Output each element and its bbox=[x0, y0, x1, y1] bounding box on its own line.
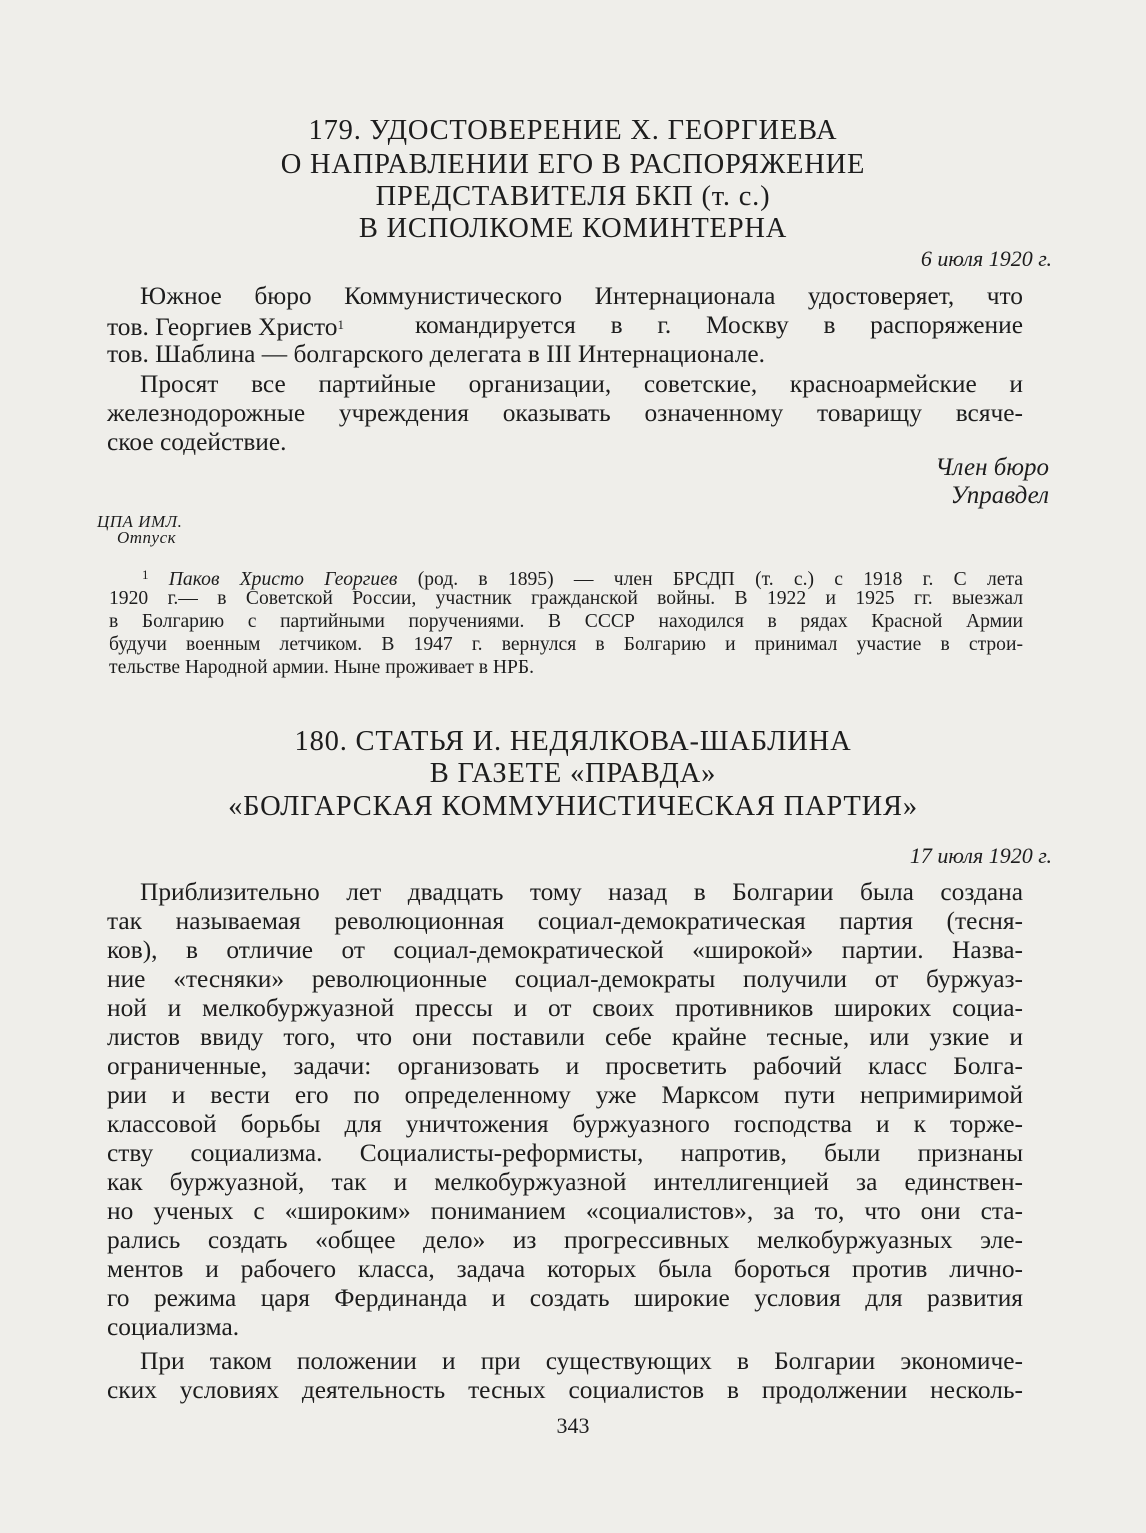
footnote-mark: 1 bbox=[142, 567, 149, 582]
doc180-body-line: так называемая революционная социал-демократическая партия (тесня- bbox=[107, 907, 1023, 935]
footnote-person-name: Паков Христо Георгиев bbox=[168, 569, 398, 590]
doc179-body-line: Просят все партийные организации, советские, красноармейские и bbox=[140, 370, 1023, 398]
doc179-title-line-2: О НАПРАВЛЕНИИ ЕГО В РАСПОРЯЖЕНИЕ bbox=[280, 149, 866, 180]
footnote-line: будучи военным летчиком. В 1947 г. вернулся в Болгарию и принимал участие в строи- bbox=[109, 634, 1023, 655]
doc179-title-line-3: ПРЕДСТАВИТЕЛЯ БКП (т. с.) bbox=[375, 181, 771, 212]
doc180-title-line-3: «БОЛГАРСКАЯ КОММУНИСТИЧЕСКАЯ ПАРТИЯ» bbox=[228, 791, 918, 822]
doc180-body-line: но ученых с «широким» пониманием «социалистов», за то, что они ста- bbox=[107, 1197, 1023, 1225]
doc180-body-line: ков), в отличие от социал-демократической «широкой» партии. Назва- bbox=[107, 936, 1023, 964]
footnote-text: (род. в 1895) — член БРСДП (т. с.) с 1918 г. С лета bbox=[397, 569, 1023, 590]
signature-office-manager: Управдел bbox=[950, 482, 1049, 509]
doc179-body-line bbox=[107, 310, 1023, 342]
doc180-body-line: ских условиях деятельность тесных социалистов в продолжении несколь- bbox=[107, 1376, 1023, 1404]
doc179-date: 6 июля 1920 г. bbox=[920, 246, 1052, 271]
doc180-title-line-1: 180. СТАТЬЯ И. НЕДЯЛКОВА-ШАБЛИНА bbox=[294, 726, 852, 757]
doc180-body-line: социализма. bbox=[107, 1313, 240, 1341]
doc180-body-line: классовой борьбы для уничтожения буржуазного господства и к торже- bbox=[107, 1110, 1023, 1138]
doc179-body-line: ское содействие. bbox=[107, 428, 287, 456]
doc180-body-line: При таком положении и при существующих в Болгарии экономиче- bbox=[140, 1347, 1023, 1375]
doc180-body-line: рии и вести его по определенному уже Марксом пути непримиримой bbox=[107, 1081, 1023, 1109]
doc180-body-line: рались создать «общее дело» из прогрессивных мелкобуржуазных эле- bbox=[107, 1226, 1023, 1254]
doc180-body-line: как буржуазной, так и мелкобуржуазной интеллигенцией за единствен- bbox=[107, 1168, 1023, 1196]
doc180-body-line: ние «тесняки» революционные социал-демократы получили от буржуаз- bbox=[107, 965, 1023, 993]
doc180-body-line: Приблизительно лет двадцать тому назад в Болгарии была создана bbox=[140, 878, 1023, 906]
doc180-body-line: ментов и рабочего класса, задача которых была бороться против лично- bbox=[107, 1255, 1023, 1283]
doc180-date: 17 июля 1920 г. bbox=[909, 843, 1052, 868]
doc180-body-line: ограниченные, задачи: организовать и просветить рабочий класс Болга- bbox=[107, 1052, 1023, 1080]
doc179-title-line-1: 179. УДОСТОВЕРЕНИЕ Х. ГЕОРГИЕВА bbox=[308, 115, 838, 146]
doc179-body-line: тов. Шаблина — болгарского делегата в III Интернационале. bbox=[107, 340, 765, 368]
doc180-title-line-2: В ГАЗЕТЕ «ПРАВДА» bbox=[429, 758, 717, 789]
doc179-body-line: железнодорожные учреждения оказывать означенному товарищу всяче- bbox=[107, 399, 1023, 427]
doc180-body-line: листов ввиду того, что они поставили себе крайне тесные, или узкие и bbox=[107, 1023, 1023, 1051]
footnote-line: в Болгарию с партийными поручениями. В СССР находился в рядах Красной Армии bbox=[109, 611, 1023, 632]
doc179-body-text: тов. Георгиев Христо bbox=[107, 313, 338, 341]
signature-bureau-member: Член бюро bbox=[935, 454, 1049, 481]
doc180-body-line: го режима царя Фердинанда и создать широкие условия для развития bbox=[107, 1284, 1023, 1312]
doc180-body-line: ной и мелкобуржуазной прессы и от своих противников широких социа- bbox=[107, 994, 1023, 1022]
footnote-reference: 1 bbox=[337, 317, 344, 332]
archive-copy-note: Отпуск bbox=[117, 528, 177, 547]
doc179-title-line-4: В ИСПОЛКОМЕ КОМИНТЕРНА bbox=[358, 213, 788, 244]
page-number: 343 bbox=[556, 1413, 590, 1438]
doc179-body-text: командируется в г. Москву в распоряжение bbox=[415, 311, 1023, 339]
doc180-body-line: ству социализма. Социалисты-реформисты, напротив, были признаны bbox=[107, 1139, 1023, 1167]
footnote-line: тельстве Народной армии. Ныне проживает в НРБ. bbox=[109, 657, 535, 678]
doc179-body-line: Южное бюро Коммунистического Интернационала удостоверяет, что bbox=[140, 282, 1023, 310]
archive-reference: ЦПА ИМЛ. bbox=[97, 512, 183, 531]
footnote-line: 1920 г.— в Советской России, участник гражданской войны. В 1922 и 1925 гг. выезжал bbox=[109, 588, 1023, 609]
